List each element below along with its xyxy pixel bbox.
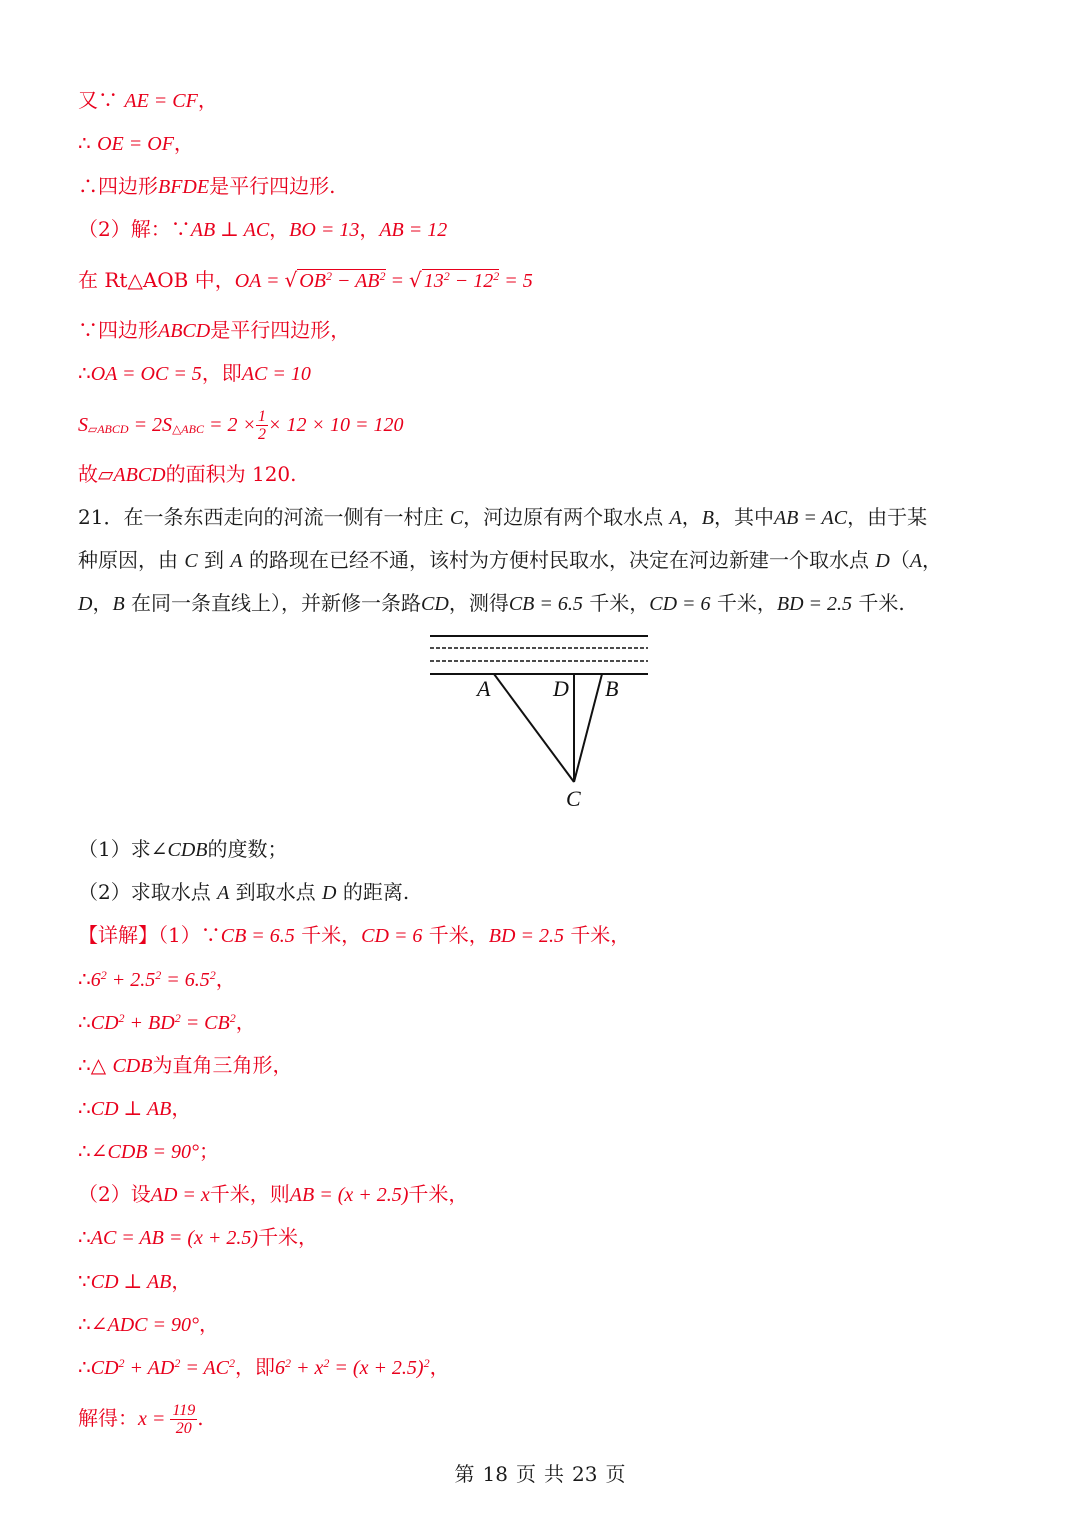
- question-21-line-2-part-5: D: [875, 550, 890, 572]
- sub-question-2: [78, 878, 409, 907]
- solution-line-4-part-2: ，: [269, 217, 290, 241]
- question-21-line-2-part-0: 种原因，由: [78, 548, 185, 572]
- solution-line-4-part-3: BO = 13: [289, 219, 360, 241]
- label-d: D: [553, 676, 569, 701]
- answer-line-2-part-3: + 2.5: [106, 969, 156, 991]
- question-21-line-2: [78, 546, 942, 575]
- answer-line-8: [78, 1223, 318, 1252]
- sqrt1-b: 2: [325, 269, 332, 283]
- answer-line-3-part-6: 2: [229, 1011, 236, 1025]
- sqrt2-c: − 12: [449, 270, 494, 292]
- question-21-line-3-part-9: 千米，: [710, 591, 777, 615]
- solution-line-9-part-2: 的面积为 120.: [165, 462, 297, 486]
- question-21-line-1-part-3: A: [669, 507, 682, 529]
- answer-line-4: [78, 1051, 292, 1080]
- answer-line-11-part-10: + x: [291, 1357, 324, 1379]
- solution-line-3-part-2: 是平行四边形.: [209, 174, 336, 198]
- solution-line-9: [78, 460, 297, 489]
- line5-eq: =: [385, 270, 410, 292]
- answer-line-8-part-2: 千米，: [258, 1225, 319, 1249]
- sqrt-1: √ $OB^2 - AB^2$: [284, 268, 386, 292]
- sqrt-2: √ $13^2 - 12^2$: [409, 268, 500, 292]
- answer-line-1-part-1: CB = 6.5: [220, 925, 295, 947]
- answer-line-5: [78, 1094, 191, 1123]
- answer-line-2-part-0: ∴: [78, 967, 91, 991]
- footer-ye: 页: [516, 1462, 536, 1486]
- question-21-line-3-part-4: CD: [421, 593, 449, 615]
- solution-line-3-part-0: ∴四边形: [78, 174, 158, 198]
- answer-line-11-part-8: 6: [275, 1357, 286, 1379]
- answer-final: [78, 1398, 204, 1439]
- solution-line-6: [78, 316, 350, 345]
- segment-bc: [574, 674, 602, 782]
- answer-line-7-part-0: （2）设: [78, 1182, 151, 1206]
- answer-line-11-part-3: + AD: [124, 1357, 175, 1379]
- question-21-line-2-part-2: 到: [197, 548, 231, 572]
- area-sub2: △ABC: [172, 422, 204, 436]
- footer-gong: 共: [544, 1462, 564, 1486]
- question-21-line-3-part-6: CB = 6.5: [508, 593, 583, 615]
- sqrt2-a: 13: [423, 270, 444, 292]
- answer-line-10-part-1: ∠ADC = 90°: [90, 1314, 199, 1336]
- solution-line-7-part-3: AC = 10: [241, 363, 311, 385]
- footer-ye-2: 页: [605, 1462, 626, 1486]
- question-21-line-3-part-2: B: [112, 593, 125, 615]
- question-21-line-3-part-1: ，: [92, 591, 113, 615]
- sub-question-2-part-0: （2）求取水点: [78, 880, 218, 904]
- solution-line-4: [78, 215, 447, 244]
- answer-line-9-part-0: ∵: [78, 1269, 91, 1293]
- final-fraction: [170, 1402, 197, 1437]
- answer-line-2: [78, 965, 236, 994]
- answer-line-1-part-3: CD = 6: [361, 925, 423, 947]
- answer-line-2-part-7: ，: [215, 967, 236, 991]
- answer-line-11-part-6: 2: [229, 1356, 236, 1370]
- answer-line-2-part-6: 2: [209, 968, 216, 982]
- solution-line-8: [78, 404, 403, 445]
- answer-line-2-part-5: = 6.5: [161, 969, 210, 991]
- question-21-line-1-part-4: ，: [681, 505, 702, 529]
- footer-di: 第: [454, 1462, 475, 1486]
- sqrt1-d: 2: [379, 269, 386, 283]
- final-prefix: 解得：: [78, 1406, 138, 1430]
- question-21-line-2-part-3: A: [230, 550, 243, 572]
- question-21-line-1-part-1: C: [449, 507, 464, 529]
- final-num: 119: [172, 1402, 196, 1419]
- solution-line-7: [78, 359, 311, 388]
- answer-line-9-part-2: ，: [171, 1269, 192, 1293]
- solution-line-1-part-0: 又∵: [78, 88, 125, 112]
- answer-line-8-part-1: AC = AB = (x + 2.5): [90, 1227, 259, 1249]
- solution-line-7-part-2: ，即: [201, 361, 242, 385]
- answer-line-1-part-2: 千米，: [294, 923, 362, 947]
- fraction-half: [256, 408, 268, 443]
- question-21-line-1: [78, 503, 927, 532]
- answer-line-3-part-0: ∴: [78, 1010, 91, 1034]
- answer-line-11-part-13: 2: [423, 1356, 430, 1370]
- answer-line-11-part-4: 2: [174, 1356, 181, 1370]
- river-figure: [425, 632, 655, 812]
- answer-line-7: [78, 1180, 468, 1209]
- sub-question-1-part-2: 的度数；: [207, 837, 288, 861]
- answer-line-9-part-1: CD ⊥ AB: [90, 1271, 172, 1293]
- answer-line-3-part-5: = CB: [180, 1012, 230, 1034]
- solution-line-4-part-4: ，: [359, 217, 380, 241]
- solution-line-9-part-0: 故▱: [78, 462, 114, 486]
- answer-line-11-part-7: ，即: [235, 1355, 276, 1379]
- answer-line-7-part-4: 千米，: [408, 1182, 469, 1206]
- fraction-num: 1: [257, 408, 266, 425]
- question-21-line-2-part-7: A: [909, 550, 923, 572]
- question-21-line-3-part-11: 千米.: [852, 591, 905, 615]
- answer-line-10-part-0: ∴: [78, 1312, 91, 1336]
- question-21-line-1-part-8: ，由于某: [847, 505, 928, 529]
- solution-line-9-part-1: ABCD: [113, 464, 166, 486]
- answer-line-1-part-4: 千米，: [422, 923, 489, 947]
- answer-line-4-part-0: ∴△: [78, 1053, 113, 1077]
- answer-line-7-part-3: AB = (x + 2.5): [289, 1184, 409, 1206]
- solution-line-6-part-0: ∵四边形: [78, 318, 158, 342]
- fraction-den: 2: [257, 426, 266, 443]
- question-21-line-3-part-0: D: [78, 593, 93, 615]
- answer-line-4-part-1: CDB: [112, 1055, 153, 1077]
- sub-question-1-part-1: ∠CDB: [150, 839, 208, 861]
- answer-line-10: [78, 1310, 219, 1339]
- question-21-line-3-part-5: ，测得: [448, 591, 509, 615]
- answer-line-3-part-4: 2: [174, 1011, 181, 1025]
- answer-line-11-part-0: ∴: [78, 1355, 91, 1379]
- answer-line-5-part-1: CD ⊥ AB: [90, 1098, 172, 1120]
- answer-line-2-part-4: 2: [155, 968, 162, 982]
- question-21-line-1-part-2: ，河边原有两个取水点: [463, 505, 670, 529]
- question-21-line-2-part-8: ，: [922, 548, 943, 572]
- question-21-line-2-part-1: C: [184, 550, 198, 572]
- solution-line-3: [78, 172, 335, 201]
- final-x: x =: [138, 1408, 171, 1430]
- line5-oa: OA =: [234, 270, 285, 292]
- sqrt2-b: 2: [443, 269, 450, 283]
- answer-line-11-part-14: ，: [429, 1355, 450, 1379]
- answer-line-4-part-2: 为直角三角形，: [152, 1053, 293, 1077]
- label-c: C: [566, 786, 581, 811]
- area-s: S: [78, 414, 88, 436]
- final-dot: .: [197, 1406, 204, 1430]
- solution-line-7-part-0: ∴: [78, 361, 91, 385]
- final-den: 20: [175, 1420, 192, 1437]
- question-21-line-2-part-4: 的路现在已经不通，该村为方便村民取水，决定在河边新建一个取水点: [242, 548, 876, 572]
- question-21-line-1-part-0: 21．在一条东西走向的河流一侧有一村庄: [78, 505, 450, 529]
- solution-line-1: [78, 86, 218, 115]
- answer-line-10-part-2: ，: [199, 1312, 219, 1336]
- solution-line-4-part-1: AB ⊥ AC: [190, 219, 270, 241]
- question-21-line-1-part-7: AB = AC: [773, 507, 848, 529]
- answer-line-3-part-1: CD: [90, 1012, 119, 1034]
- solution-line-4-part-0: （2）解：∵: [78, 217, 191, 241]
- answer-line-6-part-2: ；: [199, 1139, 219, 1163]
- area-sub1: ▱ABCD: [88, 422, 129, 436]
- line5-prefix: 在 Rt△AOB 中，: [78, 268, 235, 292]
- answer-line-1: [78, 921, 630, 950]
- answer-line-11-part-11: 2: [323, 1356, 330, 1370]
- area-eq1: = 2S: [128, 414, 173, 436]
- answer-line-3: [78, 1008, 256, 1037]
- solution-line-4-part-5: AB = 12: [379, 219, 448, 241]
- answer-line-3-part-7: ，: [235, 1010, 256, 1034]
- line5-result: = 5: [499, 270, 533, 292]
- answer-line-5-part-0: ∴: [78, 1096, 91, 1120]
- sub-question-2-part-3: D: [322, 882, 337, 904]
- answer-line-6-part-1: ∠CDB = 90°: [90, 1141, 199, 1163]
- answer-line-11-part-12: = (x + 2.5): [329, 1357, 424, 1379]
- answer-line-11-part-5: = AC: [180, 1357, 230, 1379]
- solution-line-1-part-1: AE = CF: [124, 90, 198, 112]
- area-eq2: = 2 ×: [203, 414, 256, 436]
- label-b: B: [605, 676, 619, 701]
- question-21-line-3-part-3: 在同一条直线上），并新修一条路: [124, 591, 422, 615]
- answer-line-3-part-2: 2: [118, 1011, 125, 1025]
- answer-line-5-part-2: ，: [171, 1096, 192, 1120]
- question-21-line-3-part-8: CD = 6: [649, 593, 711, 615]
- sub-question-2-part-4: 的距离.: [336, 880, 410, 904]
- answer-line-1-part-6: 千米，: [563, 923, 631, 947]
- question-21-line-3: [78, 589, 905, 618]
- answer-line-7-part-1: AD = x: [150, 1184, 210, 1206]
- label-a: A: [477, 676, 491, 701]
- answer-line-11-part-9: 2: [285, 1356, 292, 1370]
- answer-line-6: [78, 1137, 219, 1166]
- answer-line-7-part-2: 千米，则: [209, 1182, 290, 1206]
- answer-line-2-part-2: 2: [100, 968, 107, 982]
- footer-page-number: 18: [482, 1462, 508, 1486]
- question-21-line-2-part-6: （: [889, 548, 910, 572]
- area-rest: × 12 × 10 = 120: [267, 414, 404, 436]
- sub-question-1-part-0: （1）求: [78, 837, 151, 861]
- answer-line-9: [78, 1267, 191, 1296]
- solution-line-6-part-2: 是平行四边形，: [210, 318, 351, 342]
- answer-line-3-part-3: + BD: [124, 1012, 175, 1034]
- solution-line-2-part-1: OE = OF: [97, 133, 174, 155]
- solution-line-6-part-1: ABCD: [158, 320, 211, 342]
- question-21-line-1-part-5: B: [701, 507, 714, 529]
- solution-line-2-part-2: ，: [173, 131, 194, 155]
- sub-question-2-part-1: A: [217, 882, 230, 904]
- answer-line-11-part-1: CD: [90, 1357, 119, 1379]
- solution-line-2-part-0: ∴: [78, 131, 98, 155]
- footer-total-pages: 23: [572, 1462, 598, 1486]
- sqrt1-c: − AB: [331, 270, 380, 292]
- solution-line-3-part-1: BFDE: [158, 176, 210, 198]
- sub-question-1: [78, 835, 288, 864]
- answer-line-8-part-0: ∴: [78, 1225, 91, 1249]
- page-footer: [0, 1458, 1080, 1487]
- answer-line-6-part-0: ∴: [78, 1139, 91, 1163]
- question-21-line-1-part-6: ，其中: [713, 505, 774, 529]
- solution-line-1-part-2: ，: [197, 88, 218, 112]
- answer-line-1-part-5: BD = 2.5: [488, 925, 564, 947]
- answer-line-1-part-0: 【详解】（1）∵: [78, 923, 221, 947]
- solution-line-5: [78, 266, 533, 295]
- answer-line-11: [78, 1353, 450, 1382]
- solution-line-7-part-1: OA = OC = 5: [90, 363, 202, 385]
- sub-question-2-part-2: 到取水点: [229, 880, 323, 904]
- question-21-line-3-part-7: 千米，: [582, 591, 650, 615]
- sqrt1-a: OB: [299, 270, 326, 292]
- sqrt2-d: 2: [493, 269, 500, 283]
- answer-line-11-part-2: 2: [118, 1356, 125, 1370]
- question-21-line-3-part-10: BD = 2.5: [776, 593, 853, 615]
- solution-line-2: [78, 129, 194, 158]
- answer-line-2-part-1: 6: [90, 969, 101, 991]
